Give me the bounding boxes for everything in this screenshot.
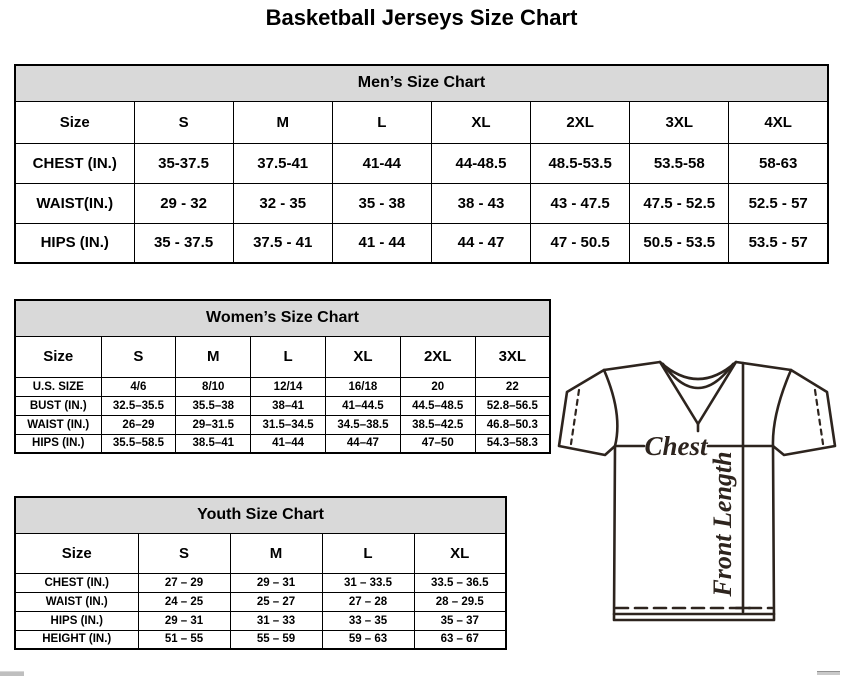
- jersey-illustration: [556, 354, 843, 629]
- youth-row-label: HEIGHT (IN.): [15, 630, 138, 649]
- youth-value-cell: 63 – 67: [414, 630, 506, 649]
- men-value-cell: 58-63: [729, 143, 828, 183]
- men-value-cell: 35 - 37.5: [134, 223, 233, 263]
- youth-value-cell: 55 – 59: [230, 630, 322, 649]
- youth-column-header-S: S: [138, 533, 230, 573]
- youth-row-label: WAIST (IN.): [15, 592, 138, 611]
- women-value-cell: 38.5–42.5: [400, 415, 475, 434]
- women-value-cell: 47–50: [400, 434, 475, 453]
- men-value-cell: 38 - 43: [431, 183, 530, 223]
- women-value-cell: 8/10: [176, 377, 251, 396]
- women-value-cell: 54.3–58.3: [475, 434, 550, 453]
- youth-value-cell: 33.5 – 36.5: [414, 573, 506, 592]
- women-row-label: WAIST (IN.): [15, 415, 101, 434]
- youth-column-header-M: M: [230, 533, 322, 573]
- youth-value-cell: 27 – 28: [322, 592, 414, 611]
- youth-value-cell: 27 – 29: [138, 573, 230, 592]
- youth-value-cell: 59 – 63: [322, 630, 414, 649]
- jersey-measurement-diagram: [556, 354, 843, 629]
- men-value-cell: 44-48.5: [431, 143, 530, 183]
- women-value-cell: 44.5–48.5: [400, 396, 475, 415]
- women-value-cell: 38.5–41: [176, 434, 251, 453]
- men-column-header-S: S: [134, 101, 233, 143]
- men-column-header-XL: XL: [431, 101, 530, 143]
- youth-column-header-size: Size: [15, 533, 138, 573]
- youth-value-cell: 51 – 55: [138, 630, 230, 649]
- youth-value-cell: 35 – 37: [414, 611, 506, 630]
- women-value-cell: 31.5–34.5: [251, 415, 326, 434]
- front-length-label: Front Length: [708, 451, 737, 597]
- page-title: Basketball Jerseys Size Chart: [265, 5, 578, 30]
- youth-value-cell: 31 – 33.5: [322, 573, 414, 592]
- chest-label: Chest: [644, 431, 708, 461]
- men-value-cell: 47 - 50.5: [531, 223, 630, 263]
- youth-value-cell: 29 – 31: [230, 573, 322, 592]
- women-column-header-L: L: [251, 336, 326, 377]
- men-value-cell: 48.5-53.5: [531, 143, 630, 183]
- youth-column-header-XL: XL: [414, 533, 506, 573]
- men-value-cell: 50.5 - 53.5: [630, 223, 729, 263]
- men-value-cell: 52.5 - 57: [729, 183, 828, 223]
- youth-value-cell: 31 – 33: [230, 611, 322, 630]
- men-value-cell: 44 - 47: [431, 223, 530, 263]
- men-column-header-M: M: [233, 101, 332, 143]
- youth-size-table: [14, 496, 507, 650]
- women-row-label: BUST (IN.): [15, 396, 101, 415]
- men-row-label: HIPS (IN.): [15, 223, 134, 263]
- men-column-header-L: L: [332, 101, 431, 143]
- jersey-outline: [559, 362, 835, 620]
- youth-value-cell: 28 – 29.5: [414, 592, 506, 611]
- youth-value-cell: 24 – 25: [138, 592, 230, 611]
- women-value-cell: 20: [400, 377, 475, 396]
- men-column-header-4XL: 4XL: [729, 101, 828, 143]
- youth-column-header-L: L: [322, 533, 414, 573]
- women-column-header-M: M: [176, 336, 251, 377]
- mens-size-table: [14, 64, 829, 264]
- men-value-cell: 41-44: [332, 143, 431, 183]
- men-table-title: Men’s Size Chart: [15, 65, 828, 101]
- women-value-cell: 35.5–38: [176, 396, 251, 415]
- women-value-cell: 41–44.5: [325, 396, 400, 415]
- men-value-cell: 29 - 32: [134, 183, 233, 223]
- men-column-header-size: Size: [15, 101, 134, 143]
- men-value-cell: 37.5 - 41: [233, 223, 332, 263]
- women-column-header-3XL: 3XL: [475, 336, 550, 377]
- men-value-cell: 35 - 38: [332, 183, 431, 223]
- youth-value-cell: 29 – 31: [138, 611, 230, 630]
- women-value-cell: 44–47: [325, 434, 400, 453]
- women-value-cell: 34.5–38.5: [325, 415, 400, 434]
- women-value-cell: 35.5–58.5: [101, 434, 176, 453]
- youth-row-label: CHEST (IN.): [15, 573, 138, 592]
- men-row-label: WAIST(IN.): [15, 183, 134, 223]
- men-value-cell: 43 - 47.5: [531, 183, 630, 223]
- women-value-cell: 16/18: [325, 377, 400, 396]
- women-value-cell: 41–44: [251, 434, 326, 453]
- men-value-cell: 53.5-58: [630, 143, 729, 183]
- youth-table-title: Youth Size Chart: [15, 497, 506, 533]
- women-row-label: HIPS (IN.): [15, 434, 101, 453]
- youth-value-cell: 25 – 27: [230, 592, 322, 611]
- scrollbar-fragment-left[interactable]: [0, 671, 24, 676]
- women-value-cell: 26–29: [101, 415, 176, 434]
- men-value-cell: 53.5 - 57: [729, 223, 828, 263]
- women-value-cell: 12/14: [251, 377, 326, 396]
- women-value-cell: 29–31.5: [176, 415, 251, 434]
- men-column-header-2XL: 2XL: [531, 101, 630, 143]
- women-column-header-XL: XL: [325, 336, 400, 377]
- men-row-label: CHEST (IN.): [15, 143, 134, 183]
- women-value-cell: 52.8–56.5: [475, 396, 550, 415]
- women-column-header-size: Size: [15, 336, 101, 377]
- women-row-label: U.S. SIZE: [15, 377, 101, 396]
- men-value-cell: 47.5 - 52.5: [630, 183, 729, 223]
- scrollbar-fragment-right[interactable]: [817, 671, 840, 675]
- men-value-cell: 41 - 44: [332, 223, 431, 263]
- youth-value-cell: 33 – 35: [322, 611, 414, 630]
- women-table-title: Women’s Size Chart: [15, 300, 550, 336]
- women-value-cell: 32.5–35.5: [101, 396, 176, 415]
- youth-row-label: HIPS (IN.): [15, 611, 138, 630]
- women-value-cell: 22: [475, 377, 550, 396]
- jersey-collar: [660, 362, 736, 379]
- men-value-cell: 35-37.5: [134, 143, 233, 183]
- men-column-header-3XL: 3XL: [630, 101, 729, 143]
- women-column-header-S: S: [101, 336, 176, 377]
- men-value-cell: 37.5-41: [233, 143, 332, 183]
- women-value-cell: 46.8–50.3: [475, 415, 550, 434]
- womens-size-table: [14, 299, 551, 454]
- women-value-cell: 38–41: [251, 396, 326, 415]
- women-value-cell: 4/6: [101, 377, 176, 396]
- women-column-header-2XL: 2XL: [400, 336, 475, 377]
- men-value-cell: 32 - 35: [233, 183, 332, 223]
